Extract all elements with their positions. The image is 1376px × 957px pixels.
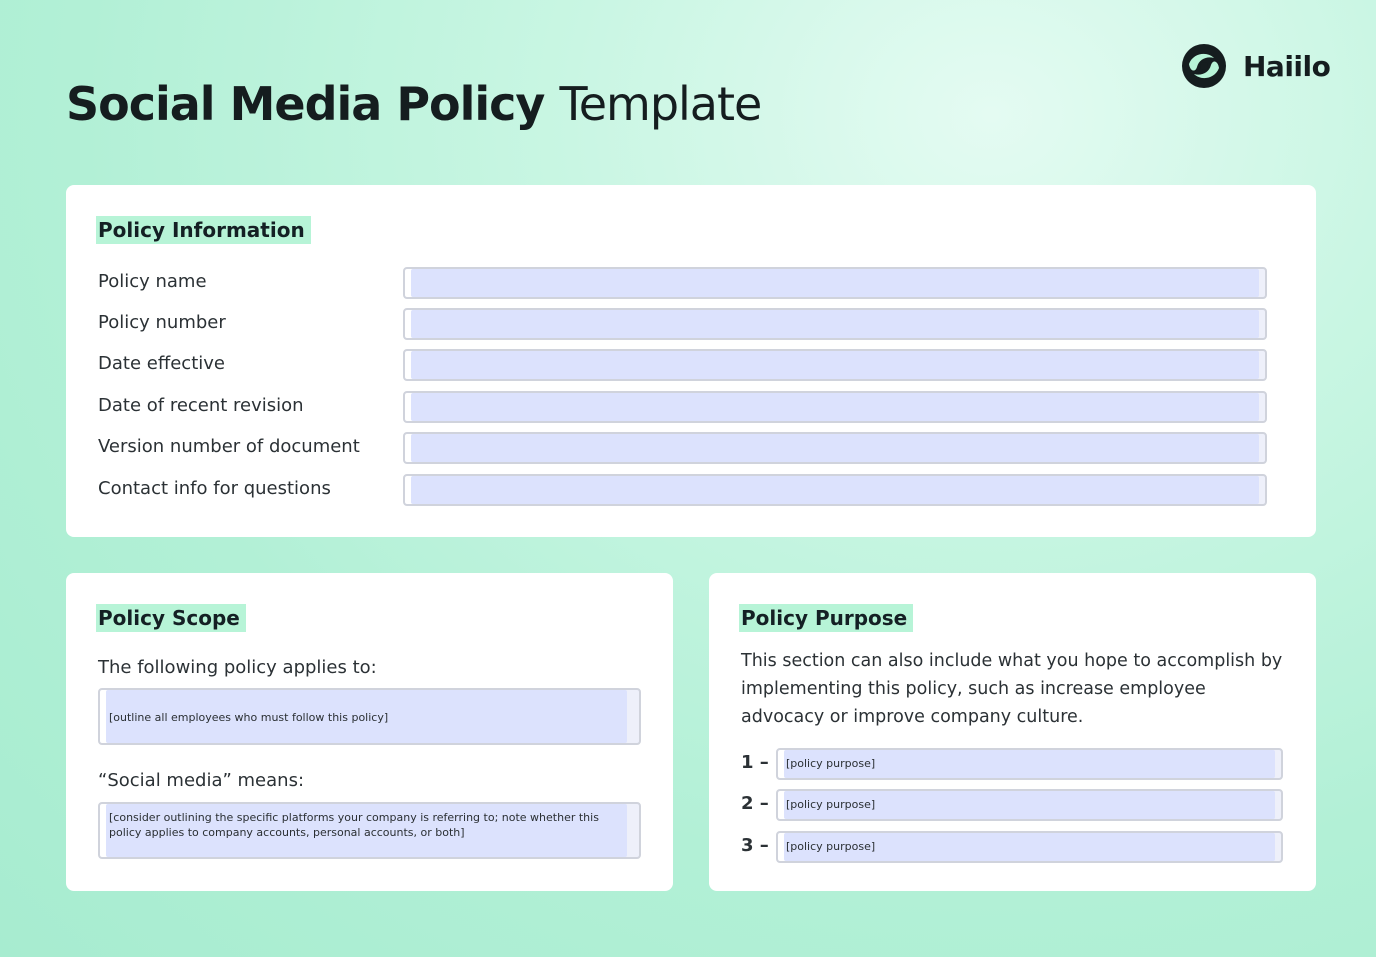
date-effective-label: Date effective [98,353,225,374]
social-media-means-label: “Social media” means: [98,770,305,791]
haiilo-logo [1181,42,1330,90]
policy-purpose-heading: Policy Purpose [739,604,913,632]
haiilo-logo-text: Haiilo [1243,49,1331,83]
page-title [66,74,761,134]
policy-purpose-field-3[interactable]: [policy purpose] [776,831,1283,863]
social-media-means-field[interactable]: [consider outlining the specific platforms your company is referring to; note whether this policy applies to company accounts, personal accounts, or both] [98,802,641,859]
date-recent-revision-row [98,391,1266,423]
policy-information-card [66,185,1316,537]
policy-name-input[interactable] [403,267,1267,299]
policy-scope-heading: Policy Scope [96,604,246,632]
version-number-input[interactable] [403,432,1267,464]
applies-to-field[interactable]: [outline all employees who must follow this policy] [98,688,641,745]
policy-purpose-card [709,573,1316,891]
date-effective-input[interactable] [403,349,1267,381]
contact-info-row [98,474,1266,506]
policy-purpose-row-3 [741,831,1283,863]
policy-number-row [98,308,1266,340]
policy-purpose-number-3: 3 – [741,835,769,856]
policy-information-heading: Policy Information [96,216,311,244]
version-number-row [98,432,1266,464]
policy-purpose-number-2: 2 – [741,793,769,814]
policy-name-label: Policy name [98,271,207,292]
policy-name-row [98,267,1266,299]
version-number-label: Version number of document [98,436,360,457]
applies-to-label: The following policy applies to: [98,657,377,678]
policy-number-input[interactable] [403,308,1267,340]
contact-info-input[interactable] [403,474,1267,506]
policy-purpose-row-2 [741,789,1283,821]
policy-purpose-field-1[interactable]: [policy purpose] [776,748,1283,780]
date-effective-row [98,349,1266,381]
date-recent-revision-input[interactable] [403,391,1267,423]
haiilo-logo-icon [1181,43,1227,89]
policy-number-label: Policy number [98,312,226,333]
policy-purpose-field-2[interactable]: [policy purpose] [776,789,1283,821]
date-recent-revision-label: Date of recent revision [98,395,304,416]
contact-info-label: Contact info for questions [98,478,331,499]
policy-purpose-description: This section can also include what you hope to accomplish by implementing this policy, such as increase employee advocacy or improve company culture. [741,651,1283,727]
page-title-light: Template [559,77,762,131]
page-title-bold: Social Media Policy [66,77,545,131]
policy-purpose-row-1 [741,748,1283,780]
policy-scope-card [66,573,673,891]
policy-purpose-number-1: 1 – [741,752,769,773]
